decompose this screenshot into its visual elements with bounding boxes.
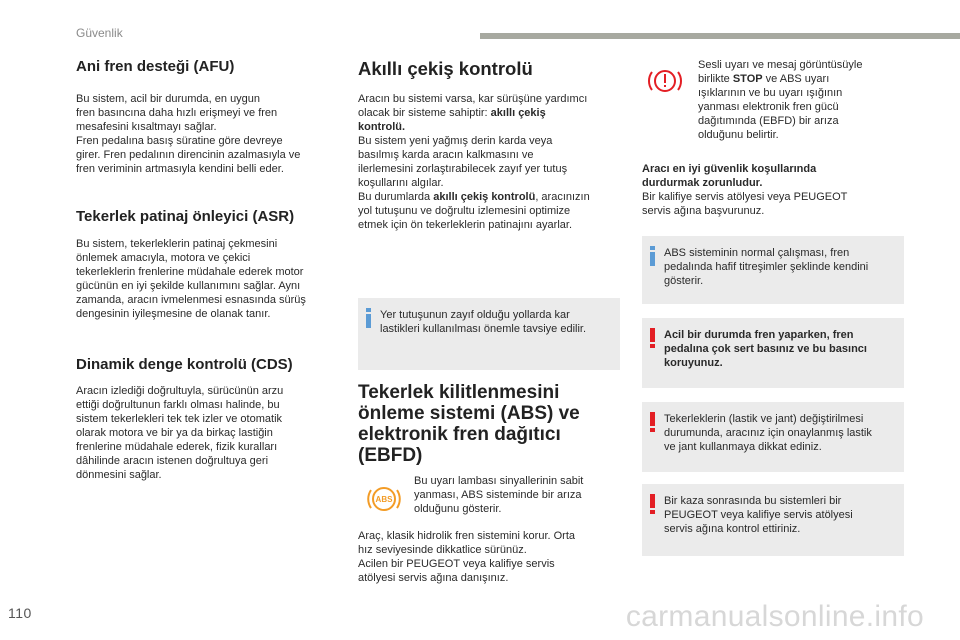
afu-text: Bu sistem, acil bir durumda, en uygun fren basıncına daha hızlı erişmeyi ve fren mesafesini kısaltmayı sağlar. Fren pedalına basış süratine göre devreye girer. Fren pedalının direncinin azalmasıyla ve fren veriminin artmasıyla kendini belli eder. — [76, 93, 301, 175]
abs-text: Araç, klasik hidrolik fren sistemini korur. Orta hız seviyesinde dikkatlice sürünüz. Acilen bir PEUGEOT veya kalifiye servis atölyesi servis ağına danışınız. — [358, 530, 576, 584]
afu-title: Ani fren desteği (AFU) — [76, 58, 235, 75]
warning-exclamation-icon — [650, 494, 656, 514]
brake-warning-text: Sesli uyarı ve mesaj görüntüsüyle birlikte STOP ve ABS uyarı ışıklarının ve bu uyarı ışığının yanması elektronik fren gücü dağıtımında (EBFD) bir arıza olduğunu belirtir. — [698, 59, 863, 141]
info-icon — [366, 308, 372, 328]
warning-exclamation-icon — [650, 328, 656, 348]
abs-icon-label: ABS — [375, 495, 393, 504]
traction-title: Akıllı çekiş kontrolü — [358, 58, 533, 79]
abs-lamp-text: Bu uyarı lambası sinyallerinin sabit yanması, ABS sisteminde bir arıza olduğunu gösterir. — [414, 475, 584, 515]
abs-normal-info-box: ABS sisteminin normal çalışması, fren pedalında hafif titreşimler şeklinde kendini gösterir. — [642, 236, 904, 304]
header-bar — [480, 33, 960, 39]
emergency-brake-warning-box: Acil bir durumda fren yaparken, fren pedalına çok sert basınız ve bu basıncı koruyunuz. — [642, 318, 904, 388]
brake-warning-icon — [646, 64, 684, 98]
cds-title: Dinamik denge kontrolü (CDS) — [76, 356, 293, 373]
watermark: carmanualsonline.info — [625, 600, 924, 633]
tyre-change-warning-box: Tekerleklerin (lastik ve jant) değiştirilmesi durumunda, aracınız için onaylanmış lastik ve jant kullanmaya dikkat ediniz. — [642, 402, 904, 472]
header-section-label: Güvenlik — [76, 26, 123, 40]
asr-title: Tekerlek patinaj önleyici (ASR) — [76, 208, 295, 225]
page-number: 110 — [8, 605, 32, 621]
cds-text: Aracın izlediği doğrultuyla, sürücünün arzu ettiği doğrultunun farklı olması halinde, bu sistem tekerlekleri tek tek izler ve otomatik olarak motora ve bir ya da birkaç lastiğin frenlerine müdahale ederek, fizik kuralları dâhilinde aracın istenen doğrultuya geri dönmesini sağlar. — [76, 385, 284, 481]
traction-info-box — [358, 298, 620, 370]
asr-text: Bu sistem, tekerleklerin patinaj çekmesini önlemek amacıyla, motora ve çekici tekerleklerin frenlerine müdahale ederek motor gücünün en iyi şekilde kullanımını sağlar. Aynı zamanda, aracın ivmelenmesi esnasında sürüş dengesinin iyileşmesine de olanak tanır. — [76, 238, 306, 320]
stop-instruction: Aracı en iyi güvenlik koşullarında durdurmak zorunludur. Bir kalifiye servis atölyesi veya PEUGEOT servis ağına başvurunuz. — [642, 163, 848, 217]
abs-warning-lamp-icon — [366, 481, 402, 517]
info-icon — [650, 246, 656, 266]
abs-title: Tekerlek kilitlenmesini önleme sistemi (ABS) ve elektronik fren dağıtıcı (EBFD) — [358, 382, 580, 466]
warning-exclamation-icon — [650, 412, 656, 432]
traction-info-text: Yer tutuşunun zayıf olduğu yollarda kar lastikleri kullanılması önemle tavsiye edilir. — [380, 309, 587, 335]
post-accident-warning-box: Bir kaza sonrasında bu sistemleri bir PEUGEOT veya kalifiye servis atölyesi servis ağına kontrol ettiriniz. — [642, 484, 904, 556]
traction-text: Aracın bu sistemi varsa, kar sürüşüne yardımcı olacak bir sisteme sahiptir: akıllı çekiş kontrolü. Bu sistem yeni yağmış derin karda veya basılmış karda aracın kalkmasını ve ilerlemesini zorlaştırabilecek zayıf yer tutuş koşullarını algılar. Bu durumlarda akıllı çekiş kontrolü, aracınızın yol tutuşunu ve doğrultu izlemesini optimize etmek için ön tekerleklerin patinajını ayarlar. — [358, 93, 590, 231]
